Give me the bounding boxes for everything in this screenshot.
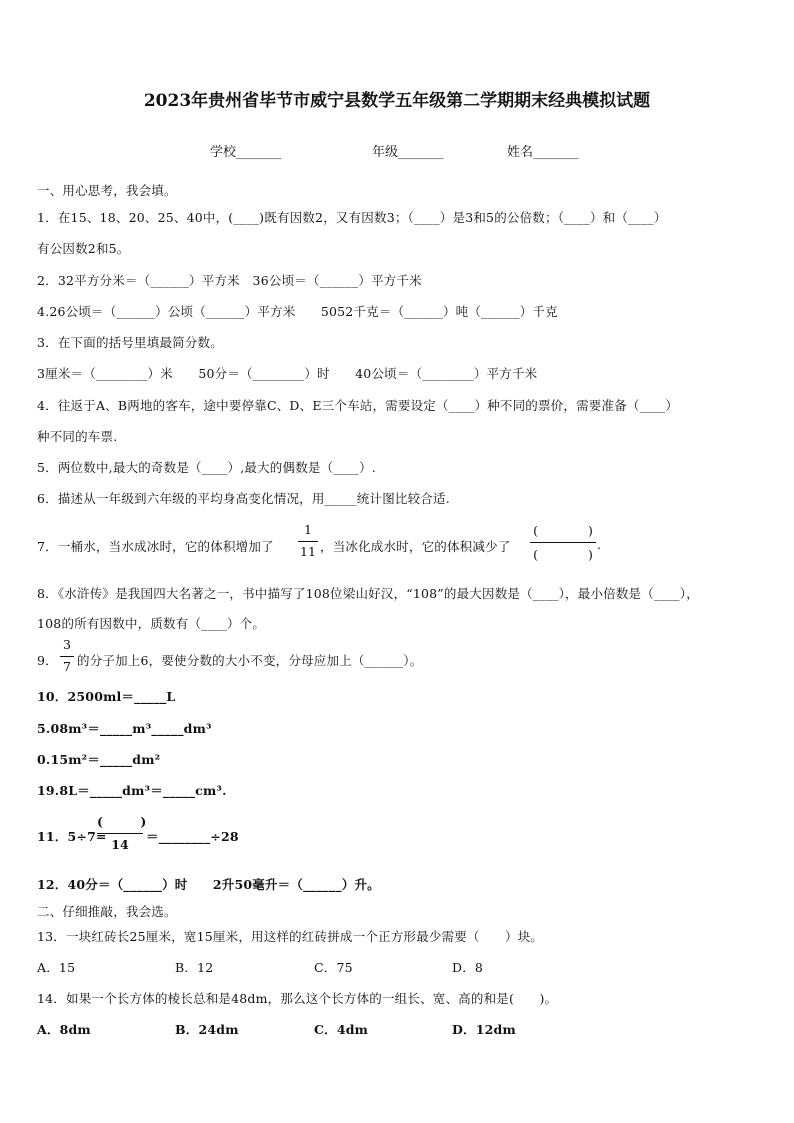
question-4-line-1: 4．往返于A、B两地的客车，途中要停靠C、D、E三个车站，需要设定（____）种不同的票价，需要准备（____） [37, 398, 679, 413]
option-b: B．12 [175, 960, 214, 975]
question-1-line-2: 有公因数2和5。 [37, 241, 130, 256]
fraction-denominator: 7 [63, 659, 71, 674]
fraction-denominator: 11 [300, 544, 316, 559]
question-11-prefix: 11．5÷7= [37, 829, 107, 844]
fraction-numerator: 1 [304, 522, 312, 537]
question-8-line-2: 108的所有因数中，质数有（____）个。 [37, 616, 266, 631]
fraction-bar [298, 541, 318, 542]
question-10-line-2: 5.08m³＝_____m³_____dm³ [37, 721, 212, 736]
page-title: 2023年贵州省毕节市威宁县数学五年级第二学期期末经典模拟试题 [143, 91, 651, 111]
name-field: 姓名_______ [507, 145, 579, 160]
option-a: A．8dm [37, 1022, 91, 1037]
question-13: 13．一块红砖长25厘米，宽15厘米，用这样的红砖拼成一个正方形最少需要（ ）块。 [37, 929, 544, 944]
fraction-bar [60, 656, 74, 657]
question-5: 5．两位数中,最大的奇数是（____）,最大的偶数是（____）. [37, 460, 376, 475]
fraction-bar [97, 833, 143, 834]
question-9-prefix: 9． [37, 653, 58, 668]
fraction-bar [530, 542, 596, 543]
question-6: 6．描述从一年级到六年级的平均身高变化情况，用_____统计图比较合适. [37, 491, 450, 506]
question-9-text: 的分子加上6，要使分数的大小不变，分母应加上（______）。 [77, 653, 423, 668]
answer-fraction-blank[interactable] [530, 521, 596, 563]
blank-numerator: ( ) [97, 814, 147, 829]
question-4-line-2: 种不同的车票. [37, 429, 118, 444]
blank-denominator: ( ) [533, 547, 593, 562]
question-7-middle: ，当冰化成水时，它的体积减少了 [320, 539, 511, 554]
question-2-line-1: 2．32平方分米＝（______）平方米 36公顷＝（______）平方千米 [37, 273, 422, 288]
option-b: B．24dm [175, 1022, 239, 1037]
option-c: C．75 [314, 960, 353, 975]
question-2-line-2: 4.26公顷＝（______）公顷（______）平方米 5052千克＝（______）吨（______）千克 [37, 304, 558, 319]
question-12: 12．40分＝（______）时 2升50毫升＝（______）升。 [37, 877, 380, 892]
option-d: D．8 [452, 960, 484, 975]
question-3-line-2: 3厘米＝（________）米 50分＝（________）时 40公顷＝（________）平方千米 [37, 366, 538, 381]
section-2-heading: 二、仔细推敲，我会选。 [37, 904, 177, 919]
question-8-line-1: 8．《水浒传》是我国四大名著之一，书中描写了108位梁山好汉，“108”的最大因数是（____），最小倍数是（____）， [37, 586, 699, 601]
answer-fraction-blank[interactable] [97, 812, 147, 854]
question-1-line-1: 1．在15、18、20、25、40中，(____)既有因数2，又有因数3；（____）是3和5的公倍数；（____）和（____） [37, 210, 667, 225]
fraction-one-eleventh [298, 522, 318, 562]
question-10-line-3: 0.15m²＝_____dm² [37, 752, 161, 767]
fraction-denominator: 14 [111, 837, 129, 852]
school-field: 学校_______ [210, 145, 282, 160]
question-3-line-1: 3．在下面的括号里填最简分数。 [37, 335, 223, 350]
fraction-numerator: 3 [63, 637, 71, 652]
option-c: C．4dm [314, 1022, 369, 1037]
question-7-suffix: . [597, 537, 602, 552]
fraction-three-sevenths [60, 637, 74, 677]
question-7-prefix: 7．一桶水，当水成冰时，它的体积增加了 [37, 539, 274, 554]
question-11-suffix: ＝________÷28 [146, 829, 239, 844]
question-14: 14．如果一个长方体的棱长总和是48dm，那么这个长方体的一组长、宽、高的和是( )。 [37, 991, 558, 1006]
option-a: A．15 [37, 960, 76, 975]
grade-field: 年级_______ [372, 145, 444, 160]
section-1-heading: 一、用心思考，我会填。 [37, 183, 177, 198]
question-10-line-4: 19.8L＝_____dm³＝_____cm³. [37, 783, 227, 798]
option-d: D．12dm [452, 1022, 516, 1037]
question-10-line-1: 10．2500ml＝_____L [37, 689, 176, 704]
blank-numerator: ( ) [533, 523, 593, 538]
